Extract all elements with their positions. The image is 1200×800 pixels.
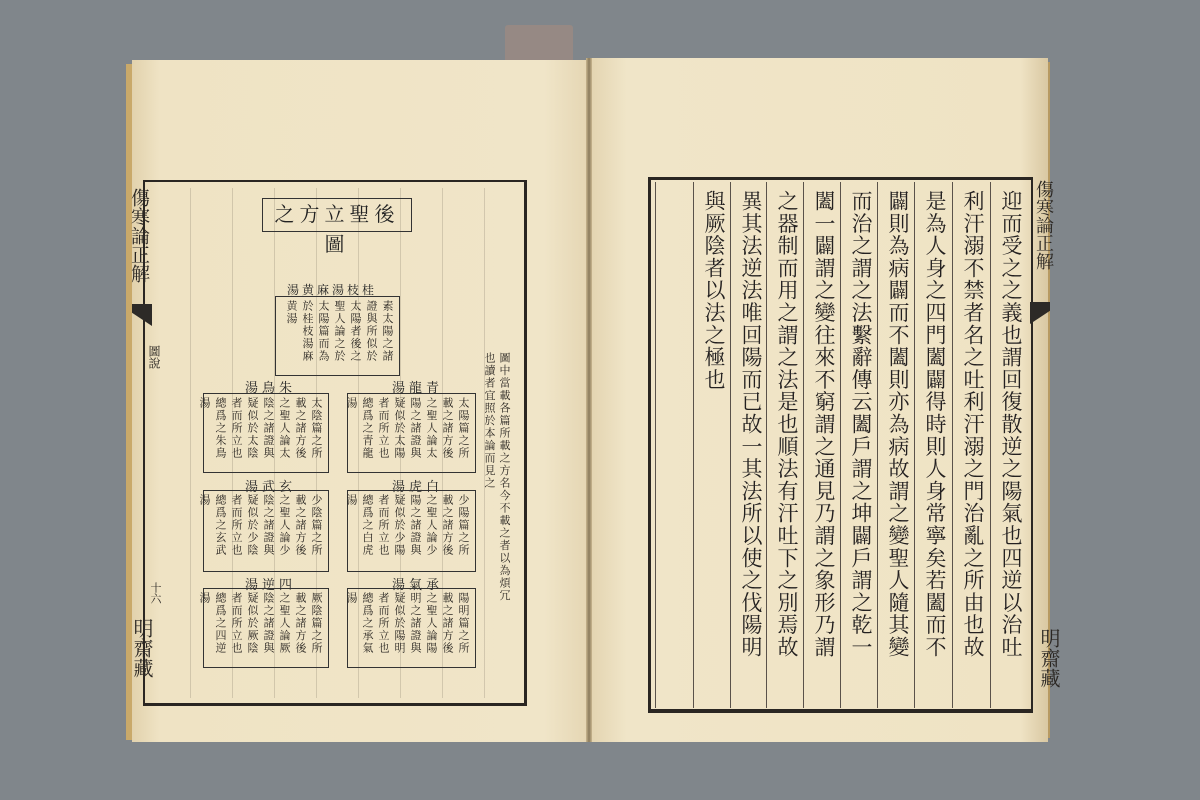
- spine-title-left: 傷寒論正解: [128, 188, 150, 283]
- text-column: 之器制而用之謂之法是也順法有汗吐下之別焉故: [766, 182, 806, 708]
- publisher-mark-right: 明齋藏: [1037, 628, 1061, 688]
- top-box-title: 桂枝湯麻黄湯: [287, 283, 378, 297]
- text-column: 闔一闢謂之變往來不窮謂之通見乃謂之象形乃謂: [803, 182, 843, 708]
- text-column: 迎而受之之義也謂回復散逆之陽氣也四逆以治吐: [990, 182, 1030, 708]
- box-title-zhuniao: 朱鳥湯: [245, 381, 297, 396]
- diagram-note: 圖中當載各篇所載之方名今不載之者以為煩冗也讀者宜照於本論而見之: [483, 352, 511, 602]
- text-column: 是為人身之四門闔闢得時則人身常寧矣若闔而不: [914, 182, 954, 708]
- diagram-title: 後聖立方之圖: [262, 198, 412, 232]
- text-column: 與厥陰者以法之極也: [693, 182, 733, 708]
- box-sini: 厥陰篇之所載之諸方後之聖人論厥陰之諸證與疑似於厥陰者而所立也總爲之四逆湯: [203, 588, 329, 668]
- box-xuanwu: 少陰篇之所載之諸方後之聖人論少陰之諸證與疑似於少陰者而所立也總爲之玄武湯: [203, 490, 329, 572]
- empty-column: [655, 182, 693, 708]
- box-title-sini: 四逆湯: [245, 578, 297, 593]
- text-column: 利汗溺不禁者名之吐利汗溺之門治亂之所由也故: [952, 182, 992, 708]
- top-box-text: 素太陽之諸證與所似於太陽者後之聖人論之於太陽篇而為於桂枝湯麻黄湯: [275, 296, 400, 376]
- text-column: 而治之謂之法繫辭傳云闔戶謂之坤闢戶謂之乾一: [840, 182, 880, 708]
- book-gutter: [586, 58, 592, 742]
- box-title-baihu: 白虎湯: [392, 480, 444, 495]
- publisher-mark-left: 明齋藏: [130, 618, 154, 678]
- box-title-qinglong: 青龍湯: [392, 381, 444, 396]
- text-column: 異其法逆法唯回陽而已故一其法所以使之伐陽明: [730, 182, 770, 708]
- box-chengqi: 陽明篇之所載之諸方後之聖人論陽明之諸證與疑似於陽明者而所立也總爲之承氣湯: [347, 588, 476, 668]
- page-number: 十六: [149, 582, 162, 604]
- box-title-xuanwu: 玄武湯: [245, 480, 297, 495]
- box-baihu: 少陽篇之所載之諸方後之聖人論少陽之諸證與疑似於少陽者而所立也總爲之白虎湯: [347, 490, 476, 572]
- box-title-chengqi: 承氣湯: [392, 578, 444, 593]
- spine-title-right: 傷寒論正解: [1033, 180, 1054, 270]
- section-label: 圖說: [147, 345, 161, 369]
- text-column: 闢則為病闢而不闔則亦為病故謂之變聖人隨其變: [877, 182, 917, 708]
- box-qinglong: 太陽篇之所載之諸方後之聖人論太陽之諸證與疑似於太陽者而所立也總爲之青龍湯: [347, 393, 476, 473]
- box-zhuniao: 太陰篇之所載之諸方後之聖人論太陰之諸證與疑似於太陰者而所立也總爲之朱鳥湯: [203, 393, 329, 473]
